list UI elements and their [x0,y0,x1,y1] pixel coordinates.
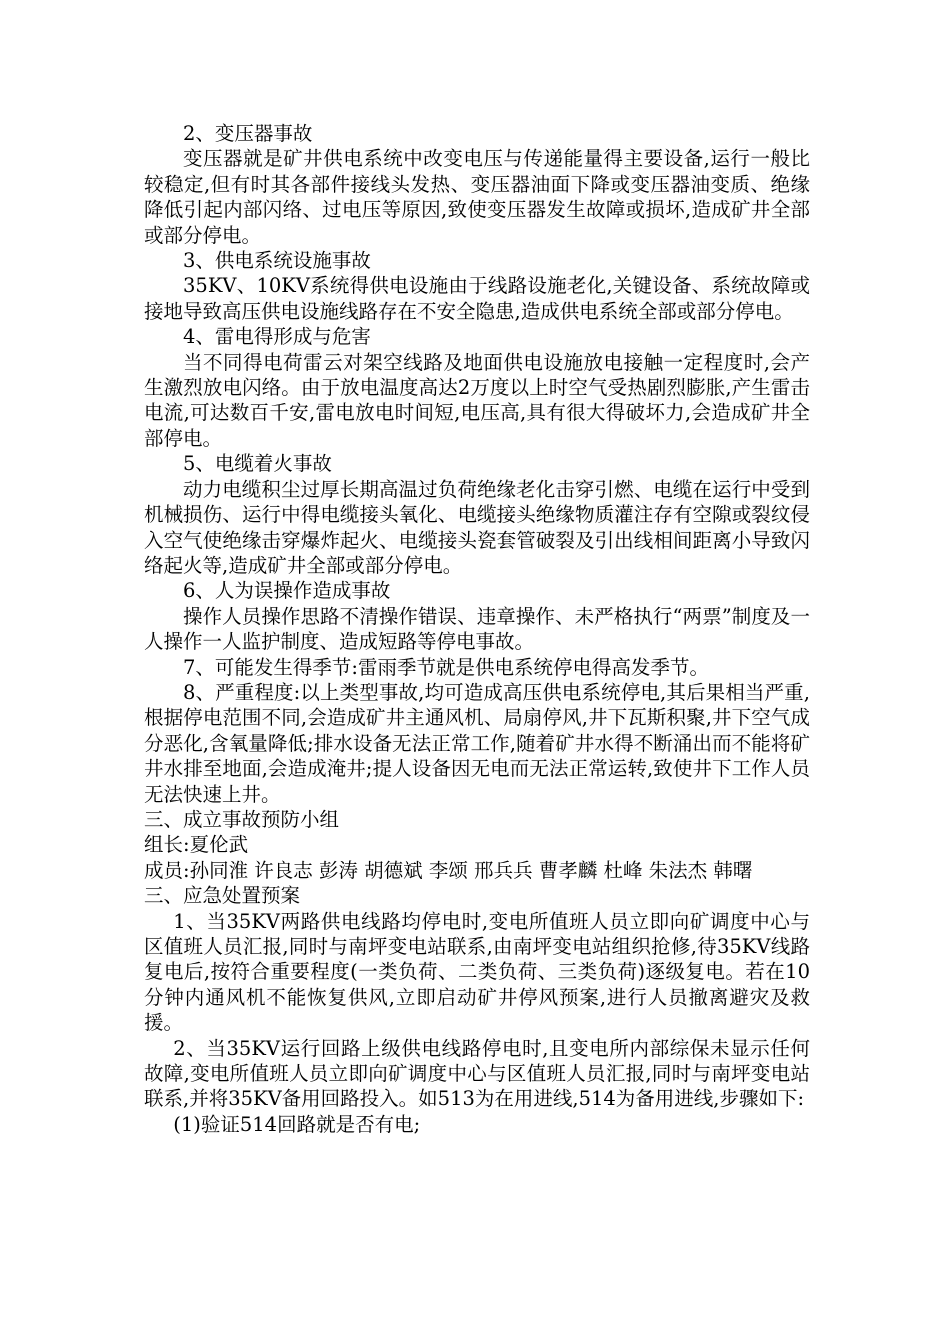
para-misoperation: 操作人员操作思路不清操作错误、违章操作、未严格执行“两票”制度及一人操作一人监护制度、造成短路等停电事故。 [144,604,810,654]
heading-cable-fire: 5、电缆着火事故 [183,452,332,476]
document-page [144,121,810,1137]
para-lightning: 当不同得电荷雷云对架空线路及地面供电设施放电接触一定程度时,会产生激烈放电闪络。由于放电温度高达2万度以上时空气受热剧烈膨胀,产生雷击电流,可达数百千安,雷电放电时间短,电压高,具有很大得破坏力,会造成矿井全部停电。 [144,350,810,450]
para-transformer-accident: 变压器就是矿井供电系统中改变电压与传递能量得主要设备,运行一般比较稳定,但有时其各部件接线头发热、变压器油面下降或变压器油变质、绝缘降低引起内部闪络、过电压等原因,致使变压器发生故障或损坏,造成矿井全部或部分停电。 [144,147,810,247]
group-leader: 组长:夏伦武 [144,833,249,857]
para-supply-facility-accident: 35KV、10KV系统得供电设施由于线路设施老化,关键设备、系统故障或接地导致高压供电设施线路存在不安全隐患,造成供电系统全部或部分停电。 [144,274,810,323]
heading-supply-facility-accident: 3、供电系统设施事故 [183,249,371,273]
para-plan-1: 1、当35KV两路供电线路均停电时,变电所值班人员立即向矿调度中心与区值班人员汇报,同时与南坪变电站联系,由南坪变电站组织抢修,待35KV线路复电后,按符合重要程度(一类负荷、二类负荷、三类负荷)逐级复电。若在10分钟内通风机不能恢复供风,立即启动矿井停风预案,进行人员撤离避灾及救援。 [144,909,810,1035]
group-members: 成员:孙同淮 许良志 彭涛 胡德斌 李颂 邢兵兵 曹孝麟 杜峰 朱法杰 韩曙 [144,858,753,882]
para-severity: 8、严重程度:以上类型事故,均可造成高压供电系统停电,其后果相当严重,根据停电范围不同,会造成矿井主通风机、局扇停风,井下瓦斯积聚,井下空气成分恶化,含氧量降低;排水设备无法正常工作,随着矿井水得不断涌出而不能将矿井水排至地面,会造成淹井;提人设备因无电而无法正常运转,致使井下工作人员无法快速上井。 [144,680,810,806]
para-plan-2: 2、当35KV运行回路上级供电线路停电时,且变电所内部综保未显示任何故障,变电所值班人员立即向矿调度中心与区值班人员汇报,同时与南坪变电站联系,并将35KV备用回路投入。如513为在用进线,514为备用进线,步骤如下: [144,1036,810,1111]
para-plan-step-1: (1)验证514回路就是否有电; [173,1112,421,1136]
para-season: 7、可能发生得季节:雷雨季节就是供电系统停电得高发季节。 [183,655,709,679]
section-emergency-plan: 三、应急处置预案 [144,884,301,908]
section-prevention-group: 三、成立事故预防小组 [144,807,340,831]
para-cable-fire: 动力电缆积尘过厚长期高温过负荷绝缘老化击穿引燃、电缆在运行中受到机械损伤、运行中得电缆接头氧化、电缆接头绝缘物质灌注存有空隙或裂纹侵入空气使绝缘击穿爆炸起火、电缆接头瓷套管破裂及引出线相间距离小导致闪络起火等,造成矿井全部或部分停电。 [144,477,810,577]
heading-misoperation: 6、人为误操作造成事故 [183,579,391,603]
heading-transformer-accident: 2、变压器事故 [183,122,313,145]
heading-lightning: 4、雷电得形成与危害 [183,325,371,349]
